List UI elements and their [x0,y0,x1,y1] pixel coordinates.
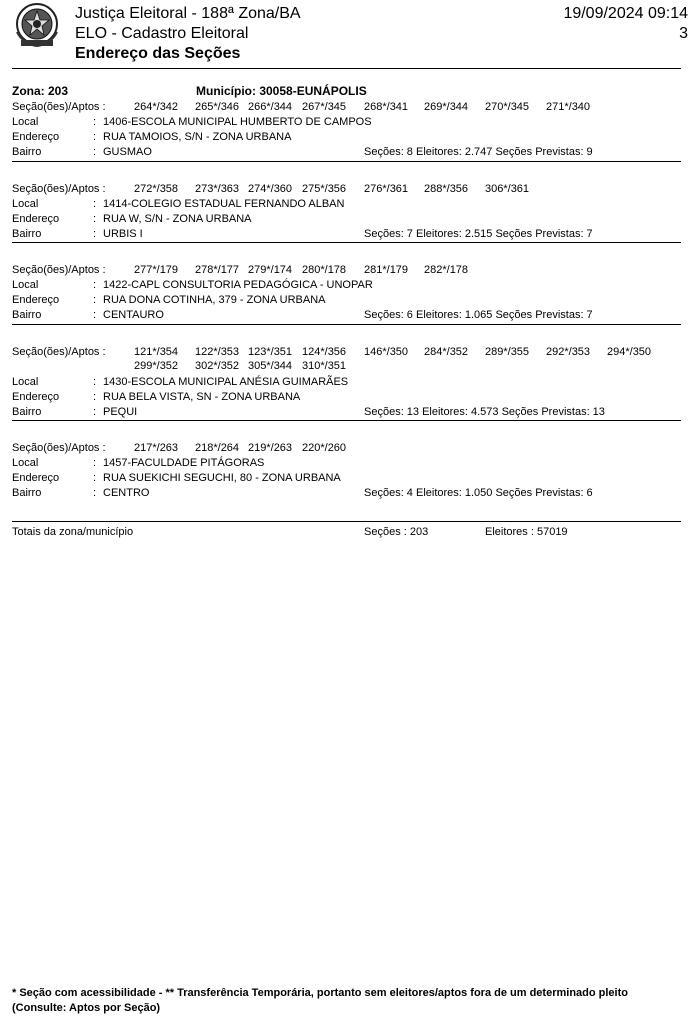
section-entry: 220*/260 [302,442,347,454]
colon: : [93,131,97,143]
section-entry: 274*/360 [248,183,293,195]
bairro-value: PEQUI [103,406,138,418]
bairro-label: Bairro [12,228,42,240]
section-entry: 122*/353 [195,346,240,358]
coat-of-arms-icon [13,2,61,50]
endereco-value: RUA TAMOIOS, S/N - ZONA URBANA [103,131,292,143]
local-value: 1422-CAPL CONSULTORIA PEDAGÓGICA - UNOPAR [103,279,373,291]
zona-label: Zona: 203 [12,84,69,98]
bairro-value: CENTRO [103,487,150,499]
section-entry: 268*/341 [364,101,409,113]
secoes-aptos-label: Seção(ões)/Aptos : [12,183,106,195]
endereco-label: Endereço [12,472,60,484]
section-entry: 269*/344 [424,101,469,113]
group-divider [12,242,681,243]
group-summary: Seções: 6 Eleitores: 1.065 Seções Previstas: 7 [364,309,593,321]
colon: : [93,213,97,225]
section-entry: 278*/177 [195,264,240,276]
section-entry: 121*/354 [134,346,179,358]
group-divider [12,324,681,325]
bairro-value: CENTAURO [103,309,164,321]
endereco-value: RUA BELA VISTA, SN - ZONA URBANA [103,391,301,403]
local-label: Local [12,457,39,469]
endereco-label: Endereço [12,213,60,225]
section-entry: 123*/351 [248,346,293,358]
group-summary: Seções: 4 Eleitores: 1.050 Seções Previstas: 6 [364,487,593,499]
bairro-label: Bairro [12,309,42,321]
colon: : [93,116,97,128]
header-system: ELO - Cadastro Eleitoral [75,25,249,42]
header-divider [12,68,681,69]
section-entry: 282*/178 [424,264,469,276]
section-entry: 292*/353 [546,346,591,358]
local-label: Local [12,279,39,291]
section-entry: 270*/345 [485,101,530,113]
local-value: 1414-COLEGIO ESTADUAL FERNANDO ALBAN [103,198,345,210]
section-entry: 280*/178 [302,264,347,276]
totals-label: Totais da zona/município [12,526,134,538]
page-title: Endereço das Seções [75,45,241,62]
header-agency: Justiça Eleitoral - 188ª Zona/BA [75,5,301,22]
section-entry: 281*/179 [364,264,409,276]
group-summary: Seções: 8 Eleitores: 2.747 Seções Previstas: 9 [364,146,593,158]
colon: : [93,294,97,306]
section-entry: 289*/355 [485,346,530,358]
endereco-label: Endereço [12,391,60,403]
section-entry: 299*/352 [134,360,179,372]
header-datetime: 19/09/2024 09:14 [563,5,688,22]
section-entry: 279*/174 [248,264,293,276]
local-value: 1406-ESCOLA MUNICIPAL HUMBERTO DE CAMPOS [103,116,372,128]
endereco-label: Endereço [12,294,60,306]
colon: : [93,406,97,418]
section-entry: 267*/345 [302,101,347,113]
section-entry: 266*/344 [248,101,293,113]
local-label: Local [12,116,39,128]
secoes-aptos-label: Seção(ões)/Aptos : [12,101,106,113]
colon: : [93,198,97,210]
secoes-aptos-label: Seção(ões)/Aptos : [12,264,106,276]
section-entry: 273*/363 [195,183,240,195]
section-entry: 310*/351 [302,360,347,372]
secoes-aptos-label: Seção(ões)/Aptos : [12,442,106,454]
footnote: * Seção com acessibilidade - ** Transferência Temporária, portanto sem eleitores/aptos fora de um determinado pleito (Consulte: Aptos por Seção) [12,987,628,1014]
section-entry: 219*/263 [248,442,293,454]
bairro-value: GUSMAO [103,146,152,158]
secoes-aptos-label: Seção(ões)/Aptos : [12,346,106,358]
municipio-label: Município: 30058-EUNÁPOLIS [196,84,367,98]
colon: : [93,457,97,469]
section-entry: 276*/361 [364,183,409,195]
endereco-value: RUA W, S/N - ZONA URBANA [103,213,252,225]
section-entry: 275*/356 [302,183,347,195]
section-entry: 288*/356 [424,183,469,195]
colon: : [93,146,97,158]
colon: : [93,228,97,240]
bairro-value: URBIS I [103,228,143,240]
local-value: 1457-FACULDADE PITÁGORAS [103,457,265,469]
group-summary: Seções: 7 Eleitores: 2.515 Seções Previstas: 7 [364,228,593,240]
colon: : [93,487,97,499]
group-summary: Seções: 13 Eleitores: 4.573 Seções Previstas: 13 [364,406,605,418]
section-entry: 294*/350 [607,346,652,358]
colon: : [93,391,97,403]
colon: : [93,376,97,388]
endereco-value: RUA SUEKICHI SEGUCHI, 80 - ZONA URBANA [103,472,341,484]
local-label: Local [12,198,39,210]
section-entry: 217*/263 [134,442,179,454]
endereco-value: RUA DONA COTINHA, 379 - ZONA URBANA [103,294,326,306]
bairro-label: Bairro [12,146,42,158]
page-number: 3 [679,25,688,42]
group-divider [12,420,681,421]
colon: : [93,309,97,321]
section-entry: 265*/346 [195,101,240,113]
section-entry: 218*/264 [195,442,240,454]
totals-eleitores: Eleitores : 57019 [485,526,568,538]
section-entry: 302*/352 [195,360,240,372]
totals-divider [12,521,681,522]
section-entry: 284*/352 [424,346,469,358]
section-entry: 277*/179 [134,264,179,276]
endereco-label: Endereço [12,131,60,143]
group-divider [12,161,681,162]
totals-secoes: Seções : 203 [364,526,429,538]
local-value: 1430-ESCOLA MUNICIPAL ANÉSIA GUIMARÃES [103,376,349,388]
section-entry: 124*/356 [302,346,347,358]
bairro-label: Bairro [12,406,42,418]
colon: : [93,279,97,291]
colon: : [93,472,97,484]
section-entry: 305*/344 [248,360,293,372]
section-entry: 272*/358 [134,183,179,195]
local-label: Local [12,376,39,388]
section-entry: 264*/342 [134,101,179,113]
bairro-label: Bairro [12,487,42,499]
section-entry: 271*/340 [546,101,591,113]
section-entry: 306*/361 [485,183,530,195]
section-entry: 146*/350 [364,346,409,358]
